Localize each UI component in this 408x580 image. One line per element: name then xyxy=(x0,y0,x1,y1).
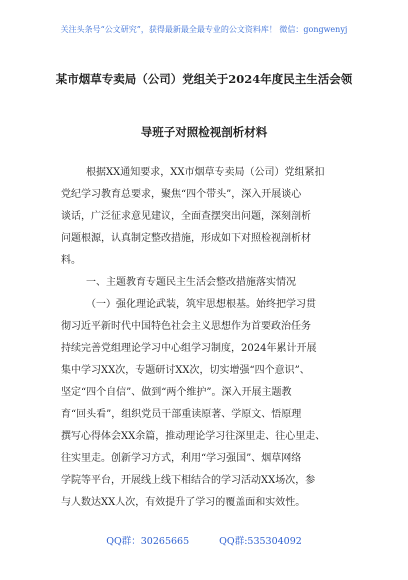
body-line: 党纪学习教育总要求，聚焦“四个带头”，深入开展谈心 xyxy=(61,189,302,200)
body-line: 与人数达XX人次，有效提升了学习的覆盖面和实效性。 xyxy=(61,497,306,508)
body-line: 育“回头看”，组织党员干部重读原著、学原文、悟原理 xyxy=(61,409,302,420)
footer xyxy=(0,533,408,547)
body-line: 学院等平台，开展线上线下相结合的学习活动XX场次，参 xyxy=(61,475,316,486)
body-line: 料。 xyxy=(61,255,81,266)
body-line: 根据XX通知要求，XX市烟草专卖局（公司）党组紧扣 xyxy=(86,167,325,178)
document-title-line-1: 某市烟草专卖局（公司）党组关于2024年度民主生活会领 xyxy=(55,72,353,86)
document-title-line-2: 导班子对照检视剖析材料 xyxy=(140,125,268,139)
body-line: 坚定“四个自信”、做到“两个维护”。深入开展主题教 xyxy=(61,387,292,398)
body-line: 问题根源，认真制定整改措施，形成如下对照检视剖析材 xyxy=(61,233,311,244)
footer-qq-group-2[interactable]: QQ群:535304092 xyxy=(219,536,302,547)
section-heading: 一、主题教育专题民主生活会整改措施落实情况 xyxy=(86,277,296,288)
body-line: 往实里走。创新学习方式，利用“学习强国”、烟草网络 xyxy=(61,453,302,464)
body-line: （一）强化理论武装，筑牢思想根基。始终把学习贯 xyxy=(86,299,316,310)
body-line: 彻习近平新时代中国特色社会主义思想作为首要政治任务 xyxy=(61,321,311,332)
body-line: 持续完善党组理论学习中心组学习制度，2024年累计开展 xyxy=(61,343,317,354)
body-line: 集中学习XX次，专题研讨XX次，切实增强“四个意识”、 xyxy=(61,365,310,376)
body-line: 撰写心得体会XX余篇，推动理论学习往深里走、往心里走、 xyxy=(61,431,326,442)
footer-qq-group-1[interactable]: QQ群：30265665 xyxy=(106,536,190,547)
body-line: 谈话，广泛征求意见建议，全面查摆突出问题，深刻剖析 xyxy=(61,211,311,222)
header-banner: 关注头条号“公文研究”，获得最新最全最专业的公文资料库！ 微信：gongwenyj xyxy=(60,25,348,34)
